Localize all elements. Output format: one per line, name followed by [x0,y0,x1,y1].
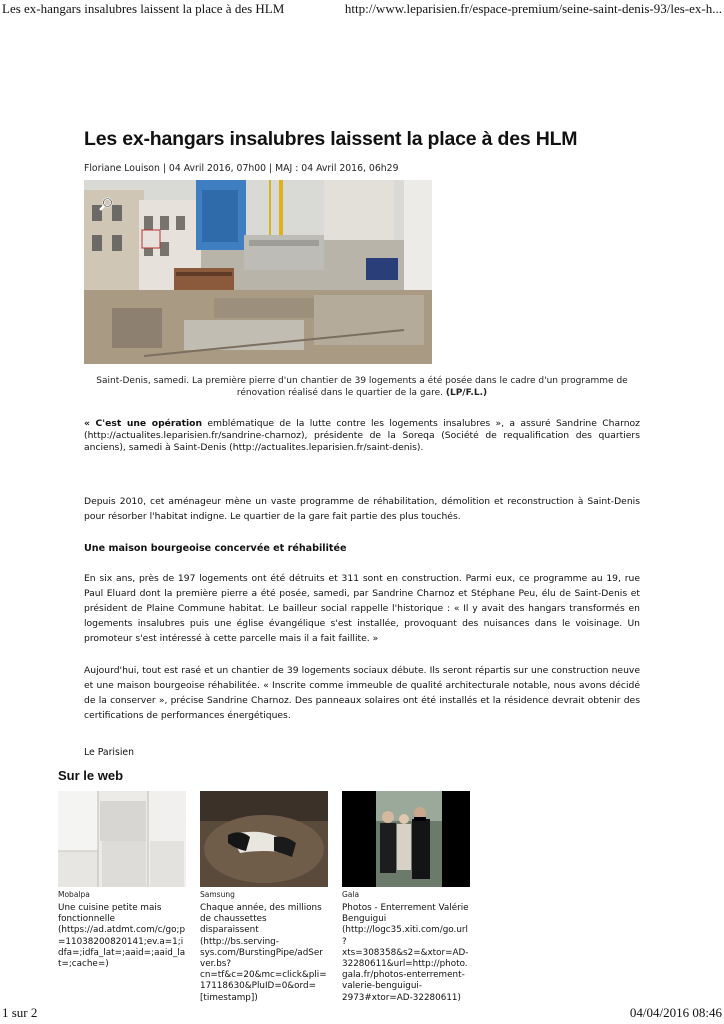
card-link-text[interactable]: Photos - Enterrement Valérie Benguigui (http://logc35.xiti.com/go.url?xts=308358&s2=&xtor=AD-32280611&url=http://photo.gala.fr/photos-enterrement-valerie-benguigui-2973#xtor=AD-32280611) [342,903,469,1003]
image-caption [84,375,640,399]
sponsored-card-gala[interactable] [342,791,470,1004]
socks-thumbnail[interactable] [200,791,328,887]
zoom-icon[interactable] [98,196,114,212]
article-title: Les ex-hangars insalubres laissent la place à des HLM [84,128,578,150]
kitchen-thumbnail[interactable] [58,791,186,887]
sur-le-web-heading: Sur le web [58,768,124,783]
image-caption-text: Saint-Denis, samedi. La première pierre d'un chantier de 39 logements a été posée dans le cadre d'un programme de rénovation réalisé dans le quartier de la gare. [96,376,628,398]
sponsored-card-samsung[interactable] [200,791,328,1004]
funeral-photo-thumbnail[interactable] [342,791,470,887]
article-hero-image[interactable] [84,180,432,364]
card-link-text[interactable]: Une cuisine petite mais fonctionnelle (https://ad.atdmt.com/c/go;p=11038200820141;ev.a=1;idfa=;idfa_lat=;aaid=;aaid_lat=;cache=) [58,903,186,970]
print-footer [0,1006,724,1024]
article-lead [84,418,640,454]
print-header-title: Les ex-hangars insalubres laissent la place à des HLM [2,1,285,16]
sponsored-card-mobalpa[interactable] [58,791,186,970]
article-paragraph-3: En six ans, près de 197 logements ont été détruits et 311 sont en construction. Parmi eux, ce programme au 19, rue Paul Eluard dont la première pierre a été posée, samedi, par Sandrine Charnoz et Stéphane Peu, élu de Saint-Denis et président de Plaine Commune habitat. Le bailleur social rappelle l'historique : « Il y avait des hangars transformés en logements insalubres puis une église évangélique s'est installée, provoquant des nuisances dans le voisinage. Un promoteur s'est intéressé à cette parcelle mais il a fait faillite. » [84,573,640,644]
article-byline: Floriane Louison | 04 Avril 2016, 07h00 | MAJ : 04 Avril 2016, 06h29 [84,163,399,174]
article-subheading: Une maison bourgeoise concervée et réhabilitée [84,543,347,554]
image-caption-credit: (LP/F.L.) [445,388,488,398]
article-signature: Le Parisien [84,747,135,758]
print-header [0,0,724,18]
article-lead-bold: « C'est une opération [84,418,203,429]
article-paragraph-4: Aujourd'hui, tout est rasé et un chantier de 39 logements sociaux débute. Ils seront répartis sur une construction neuve et une maison bourgeoise réhabilitée. « Inscrite comme immeuble de qualité architecturale notable, nous avons décidé de la conserver », précise Sandrine Charnoz. Des panneaux solaires ont été installés et la résidence devrait obtenir des certifications de performances énergétiques. [84,665,640,721]
card-source: Samsung [200,890,235,899]
print-header-url[interactable]: http://www.leparisien.fr/espace-premium/seine-saint-denis-93/les-ex-h... [344,1,722,16]
card-source: Mobalpa [58,890,90,899]
article-lead-text: emblématique de la lutte contre les logements insalubres », a assuré Sandrine Charnoz (http://actualites.leparisien.fr/sandrine-charnoz), présidente de la Soreqa (Société de requalification des quartiers anciens), samedi à Saint-Denis (http://actualites.leparisien.fr/saint-denis). [84,418,640,453]
print-datetime: 04/04/2016 08:46 [629,1005,722,1020]
card-source: Gala [342,890,360,899]
article-paragraph-2: Depuis 2010, cet aménageur mène un vaste programme de réhabilitation, démolition et reconstruction à Saint-Denis pour résorber l'habitat indigne. Le quartier de la gare fait partie des plus touchés. [84,496,640,522]
card-link-text[interactable]: Chaque année, des millions de chaussettes disparaissent (http://bs.serving-sys.com/BurstingPipe/adServer.bs?cn=tf&c=20&mc=click&pli=17118630&PluID=0&ord=[timestamp]) [200,903,327,1003]
page-number: 1 sur 2 [2,1005,38,1020]
